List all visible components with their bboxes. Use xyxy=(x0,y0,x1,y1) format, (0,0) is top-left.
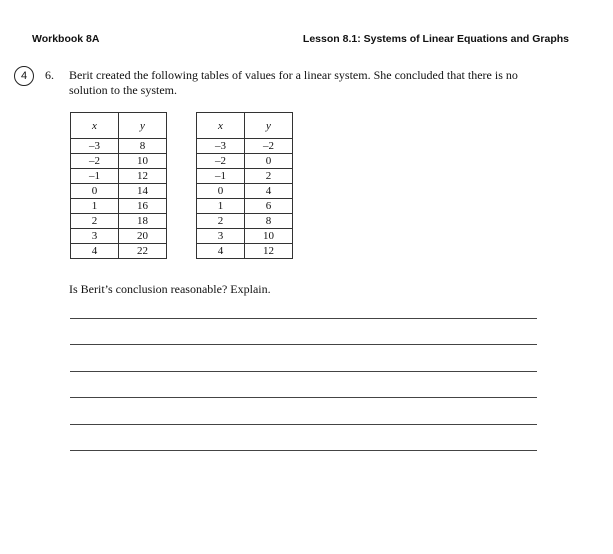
column-header-y: y xyxy=(245,113,293,139)
x-cell: –2 xyxy=(71,154,119,169)
x-cell: 2 xyxy=(71,214,119,229)
answer-line-6[interactable] xyxy=(70,450,537,451)
table-row xyxy=(71,199,167,214)
y-cell: 8 xyxy=(245,214,293,229)
x-cell: 1 xyxy=(197,199,245,214)
table-row xyxy=(71,139,167,154)
difficulty-marker: 4 xyxy=(14,66,34,86)
y-cell: 10 xyxy=(245,229,293,244)
table-row xyxy=(197,154,293,169)
answer-line-2[interactable] xyxy=(70,344,537,345)
column-header-y: y xyxy=(119,113,167,139)
y-cell: 14 xyxy=(119,184,167,199)
x-cell: –1 xyxy=(71,169,119,184)
table-of-values-2 xyxy=(196,112,293,259)
table-header-row xyxy=(71,113,167,139)
answer-line-5[interactable] xyxy=(70,424,537,425)
x-cell: 0 xyxy=(197,184,245,199)
y-cell: 16 xyxy=(119,199,167,214)
table-row xyxy=(71,169,167,184)
table-row xyxy=(197,244,293,259)
y-cell: 20 xyxy=(119,229,167,244)
x-cell: 4 xyxy=(197,244,245,259)
y-cell: –2 xyxy=(245,139,293,154)
y-cell: 12 xyxy=(245,244,293,259)
y-cell: 12 xyxy=(119,169,167,184)
question-number: 6. xyxy=(45,68,54,82)
lesson-title: Lesson 8.1: Systems of Linear Equations and Graphs xyxy=(302,33,569,45)
y-cell: 4 xyxy=(245,184,293,199)
table-row xyxy=(71,214,167,229)
x-cell: 2 xyxy=(197,214,245,229)
x-cell: –3 xyxy=(71,139,119,154)
y-cell: 0 xyxy=(245,154,293,169)
y-cell: 8 xyxy=(119,139,167,154)
table-of-values-1 xyxy=(70,112,167,259)
y-cell: 22 xyxy=(119,244,167,259)
y-cell: 18 xyxy=(119,214,167,229)
x-cell: 1 xyxy=(71,199,119,214)
question-prompt: Is Berit’s conclusion reasonable? Explain. xyxy=(69,282,271,296)
workbook-title: Workbook 8A xyxy=(32,33,100,45)
table-row xyxy=(197,139,293,154)
column-header-x: x xyxy=(71,113,119,139)
x-cell: 3 xyxy=(71,229,119,244)
table-row xyxy=(197,199,293,214)
question-text: Berit created the following tables of values for a linear system. She concluded that there is no solution to the system. xyxy=(69,68,518,97)
table-header-row xyxy=(197,113,293,139)
x-cell: 4 xyxy=(71,244,119,259)
answer-line-4[interactable] xyxy=(70,397,537,398)
y-cell: 6 xyxy=(245,199,293,214)
y-cell: 10 xyxy=(119,154,167,169)
answer-line-1[interactable] xyxy=(70,318,537,319)
table-row xyxy=(197,184,293,199)
table-row xyxy=(197,169,293,184)
y-cell: 2 xyxy=(245,169,293,184)
table-row xyxy=(197,214,293,229)
table-row xyxy=(197,229,293,244)
table-row xyxy=(71,244,167,259)
table-row xyxy=(71,154,167,169)
x-cell: 3 xyxy=(197,229,245,244)
x-cell: –3 xyxy=(197,139,245,154)
column-header-x: x xyxy=(197,113,245,139)
answer-line-3[interactable] xyxy=(70,371,537,372)
x-cell: –2 xyxy=(197,154,245,169)
x-cell: 0 xyxy=(71,184,119,199)
table-row xyxy=(71,229,167,244)
table-row xyxy=(71,184,167,199)
x-cell: –1 xyxy=(197,169,245,184)
